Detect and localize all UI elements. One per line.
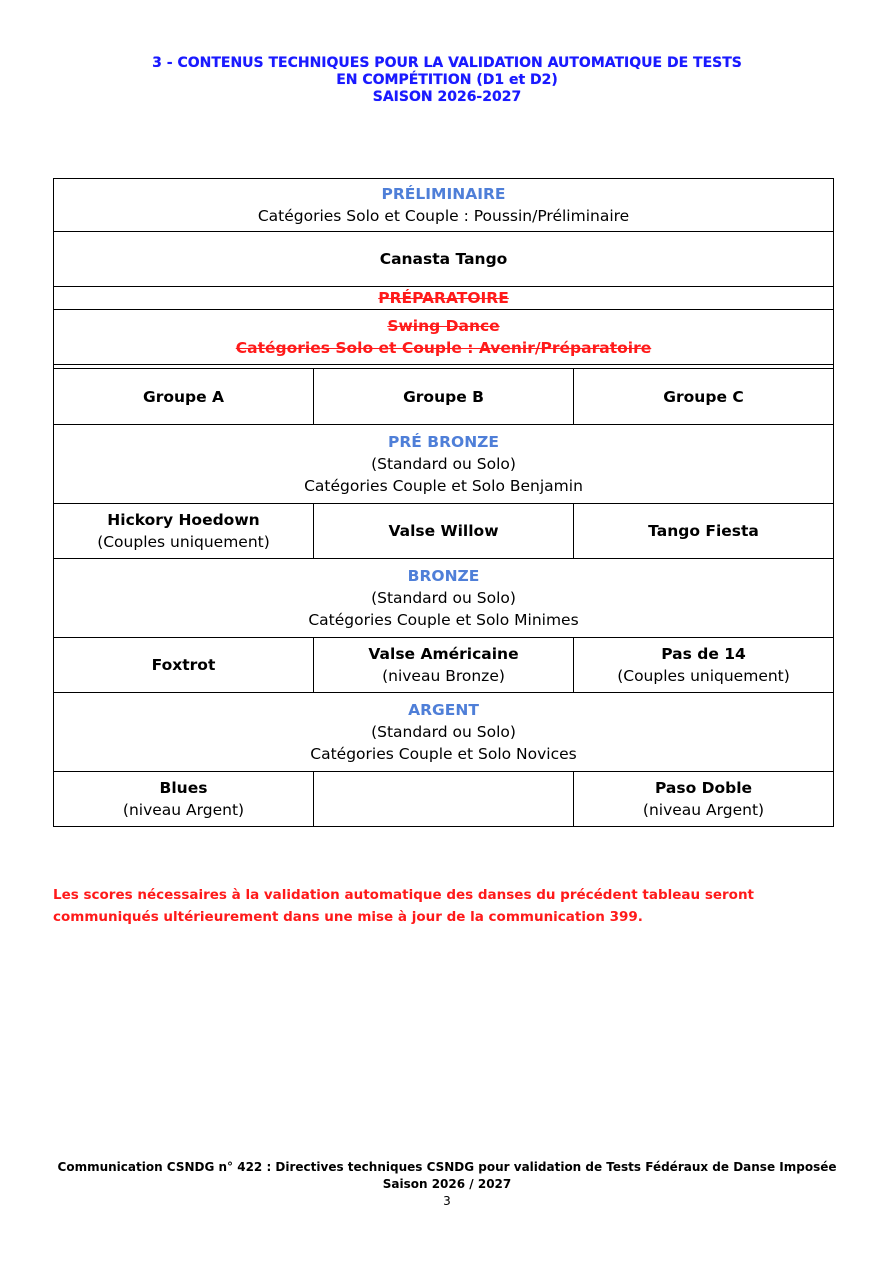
bronze-dance-a: Foxtrot (54, 638, 314, 693)
footer-line-2: Saison 2026 / 2027 (382, 1177, 512, 1191)
argent-cell (54, 693, 834, 772)
dance-note: (Couples uniquement) (617, 667, 790, 685)
row-argent-dances (54, 772, 834, 827)
pre-bronze-dance-b: Valse Willow (314, 504, 574, 559)
bronze-dance-c (574, 638, 834, 693)
bronze-categories: Catégories Couple et Solo Minimes (308, 611, 579, 629)
argent-categories: Catégories Couple et Solo Novices (310, 745, 577, 763)
pre-bronze-dance-a (54, 504, 314, 559)
row-groups (54, 369, 834, 425)
dance-name: Valse Américaine (368, 645, 519, 663)
pre-bronze-categories: Catégories Couple et Solo Benjamin (304, 477, 583, 495)
page-number: 3 (443, 1194, 451, 1208)
pre-bronze-cell (54, 425, 834, 504)
level-preparatoire: PRÉPARATOIRE (378, 289, 509, 307)
title-line-1: 3 - CONTENUS TECHNIQUES POUR LA VALIDATION AUTOMATIQUE DE TESTS (152, 55, 742, 71)
bronze-type: (Standard ou Solo) (371, 589, 516, 607)
row-preliminaire-header (54, 179, 834, 232)
row-preparatoire-dance (54, 310, 834, 365)
document-title (0, 55, 894, 106)
row-argent-header (54, 693, 834, 772)
argent-dance-a (54, 772, 314, 827)
preliminaire-categories: Catégories Solo et Couple : Poussin/Préliminaire (257, 207, 630, 225)
footer-line-1: Communication CSNDG n° 422 : Directives techniques CSNDG pour validation de Tests Fédéraux de Danse Imposée (57, 1160, 837, 1174)
group-c: Groupe C (574, 369, 834, 425)
row-pre-bronze-dances (54, 504, 834, 559)
title-line-3: SAISON 2026-2027 (372, 89, 522, 105)
argent-dance-b-empty (314, 772, 574, 827)
row-bronze-header (54, 559, 834, 638)
dance-note: (niveau Argent) (642, 801, 765, 819)
dance-name: Blues (159, 779, 208, 797)
dance-note: (niveau Bronze) (382, 667, 505, 685)
group-b: Groupe B (314, 369, 574, 425)
row-preliminaire-dance (54, 232, 834, 287)
preparatoire-dance-cell (54, 310, 834, 365)
dance-table (53, 178, 834, 827)
level-bronze: BRONZE (407, 567, 480, 585)
preliminaire-dance: Canasta Tango (54, 232, 834, 287)
level-pre-bronze: PRÉ BRONZE (388, 433, 500, 451)
row-preparatoire-header (54, 287, 834, 310)
note-line-2: communiqués ultérieurement dans une mise à jour de la communication 399. (53, 909, 643, 925)
page-footer (0, 1159, 894, 1210)
bronze-cell (54, 559, 834, 638)
dance-name: Pas de 14 (661, 645, 746, 663)
level-preliminaire: PRÉLIMINAIRE (381, 185, 506, 203)
argent-dance-c (574, 772, 834, 827)
pre-bronze-dance-c: Tango Fiesta (574, 504, 834, 559)
dance-name: Paso Doble (654, 779, 753, 797)
preliminaire-cell (54, 179, 834, 232)
argent-type: (Standard ou Solo) (371, 723, 516, 741)
dance-name: Hickory Hoedown (107, 511, 260, 529)
preparatoire-categories: Catégories Solo et Couple : Avenir/Préparatoire (235, 339, 652, 357)
row-pre-bronze-header (54, 425, 834, 504)
bronze-dance-b (314, 638, 574, 693)
note-line-1: Les scores nécessaires à la validation automatique des danses du précédent tableau seront (53, 887, 755, 903)
group-a: Groupe A (54, 369, 314, 425)
scores-note (53, 884, 843, 928)
dance-note: (Couples uniquement) (97, 533, 270, 551)
pre-bronze-type: (Standard ou Solo) (371, 455, 516, 473)
preparatoire-dance: Swing Dance (387, 317, 500, 335)
dance-note: (niveau Argent) (122, 801, 245, 819)
title-line-2: EN COMPÉTITION (D1 et D2) (336, 72, 558, 88)
preparatoire-level-cell (54, 287, 834, 310)
level-argent: ARGENT (408, 701, 479, 719)
row-bronze-dances (54, 638, 834, 693)
